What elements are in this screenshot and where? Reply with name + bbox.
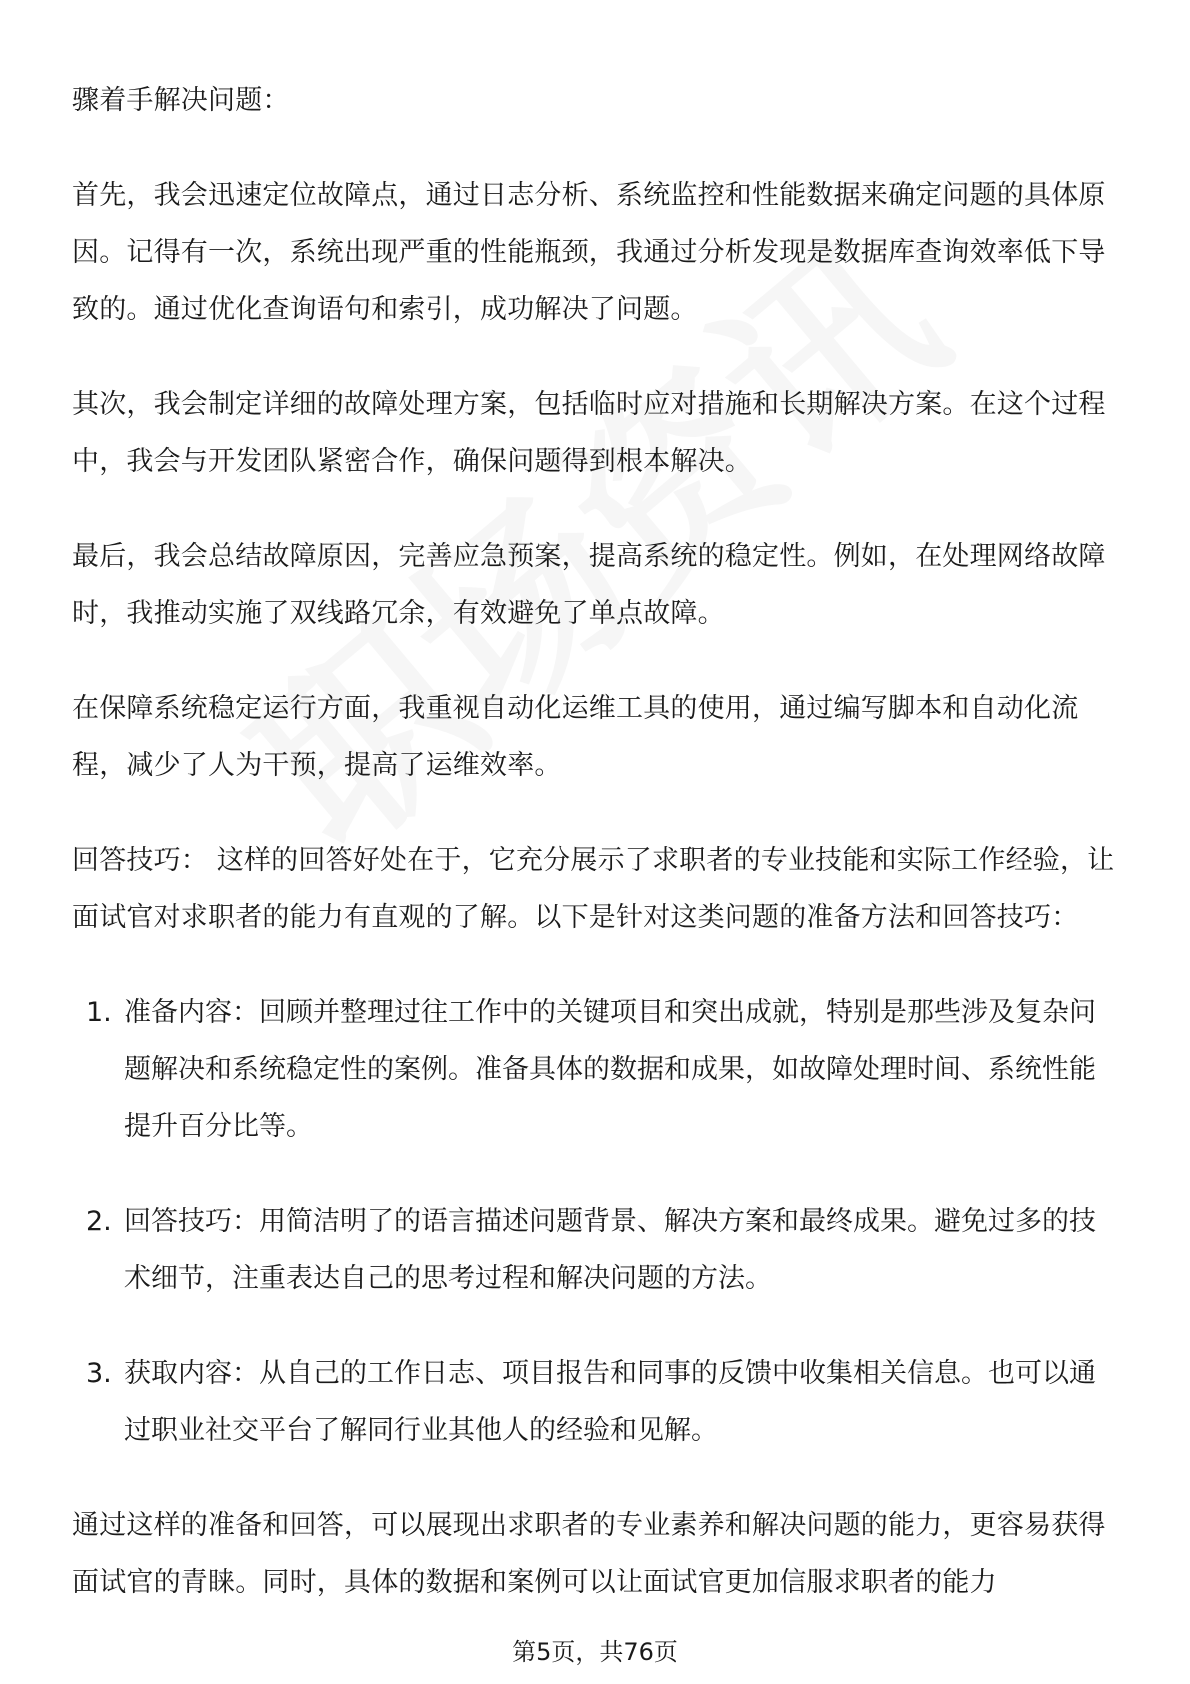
paragraph-answer-tips: 回答技巧： 这样的回答好处在于，它充分展示了求职者的专业技能和实际工作经验，让面试官对求职者的能力有直观的了解。以下是针对这类问题的准备方法和回答技巧：: [72, 845, 1115, 933]
list-item: [72, 1193, 1118, 1307]
paragraph-last: 最后，我会总结故障原因，完善应急预案，提高系统的稳定性。例如，在处理网络故障时，我推动实施了双线路冗余，有效避免了单点故障。: [72, 541, 1106, 629]
paragraph-first: 首先，我会迅速定位故障点，通过日志分析、系统监控和性能数据来确定问题的具体原因。记得有一次，系统出现严重的性能瓶颈，我通过分析发现是数据库查询效率低下导致的。通过优化查询语句和索引，成功解决了问题。: [72, 180, 1106, 325]
list-item: [72, 984, 1118, 1155]
list-item-text: 获取内容：从自己的工作日志、项目报告和同事的反馈中收集相关信息。也可以通过职业社交平台了解同行业其他人的经验和见解。: [124, 1358, 1096, 1446]
paragraph-conclusion: 通过这样的准备和回答，可以展现出求职者的专业素养和解决问题的能力，更容易获得面试官的青睐。同时，具体的数据和案例可以让面试官更加信服求职者的能力: [72, 1510, 1106, 1598]
list-item-number: 3.: [86, 1358, 112, 1389]
paragraph-intro: 骤着手解决问题：: [72, 85, 290, 116]
list-item-text: 回答技巧：用简洁明了的语言描述问题背景、解决方案和最终成果。避免过多的技术细节，注重表达自己的思考过程和解决问题的方法。: [124, 1206, 1096, 1294]
page-number-footer: 第5页，共76页: [512, 1638, 678, 1666]
tips-list: [72, 984, 1118, 1459]
document-page: [72, 72, 1118, 1649]
list-item-number: 1.: [86, 997, 112, 1028]
paragraph-stability: 在保障系统稳定运行方面，我重视自动化运维工具的使用，通过编写脚本和自动化流程，减少了人为干预，提高了运维效率。: [72, 693, 1079, 781]
list-item-number: 2.: [86, 1206, 112, 1237]
list-item-text: 准备内容：回顾并整理过往工作中的关键项目和突出成就，特别是那些涉及复杂问题解决和系统稳定性的案例。准备具体的数据和成果，如故障处理时间、系统性能提升百分比等。: [124, 997, 1096, 1142]
paragraph-second: 其次，我会制定详细的故障处理方案，包括临时应对措施和长期解决方案。在这个过程中，我会与开发团队紧密合作，确保问题得到根本解决。: [72, 389, 1106, 477]
list-item: [72, 1345, 1118, 1459]
